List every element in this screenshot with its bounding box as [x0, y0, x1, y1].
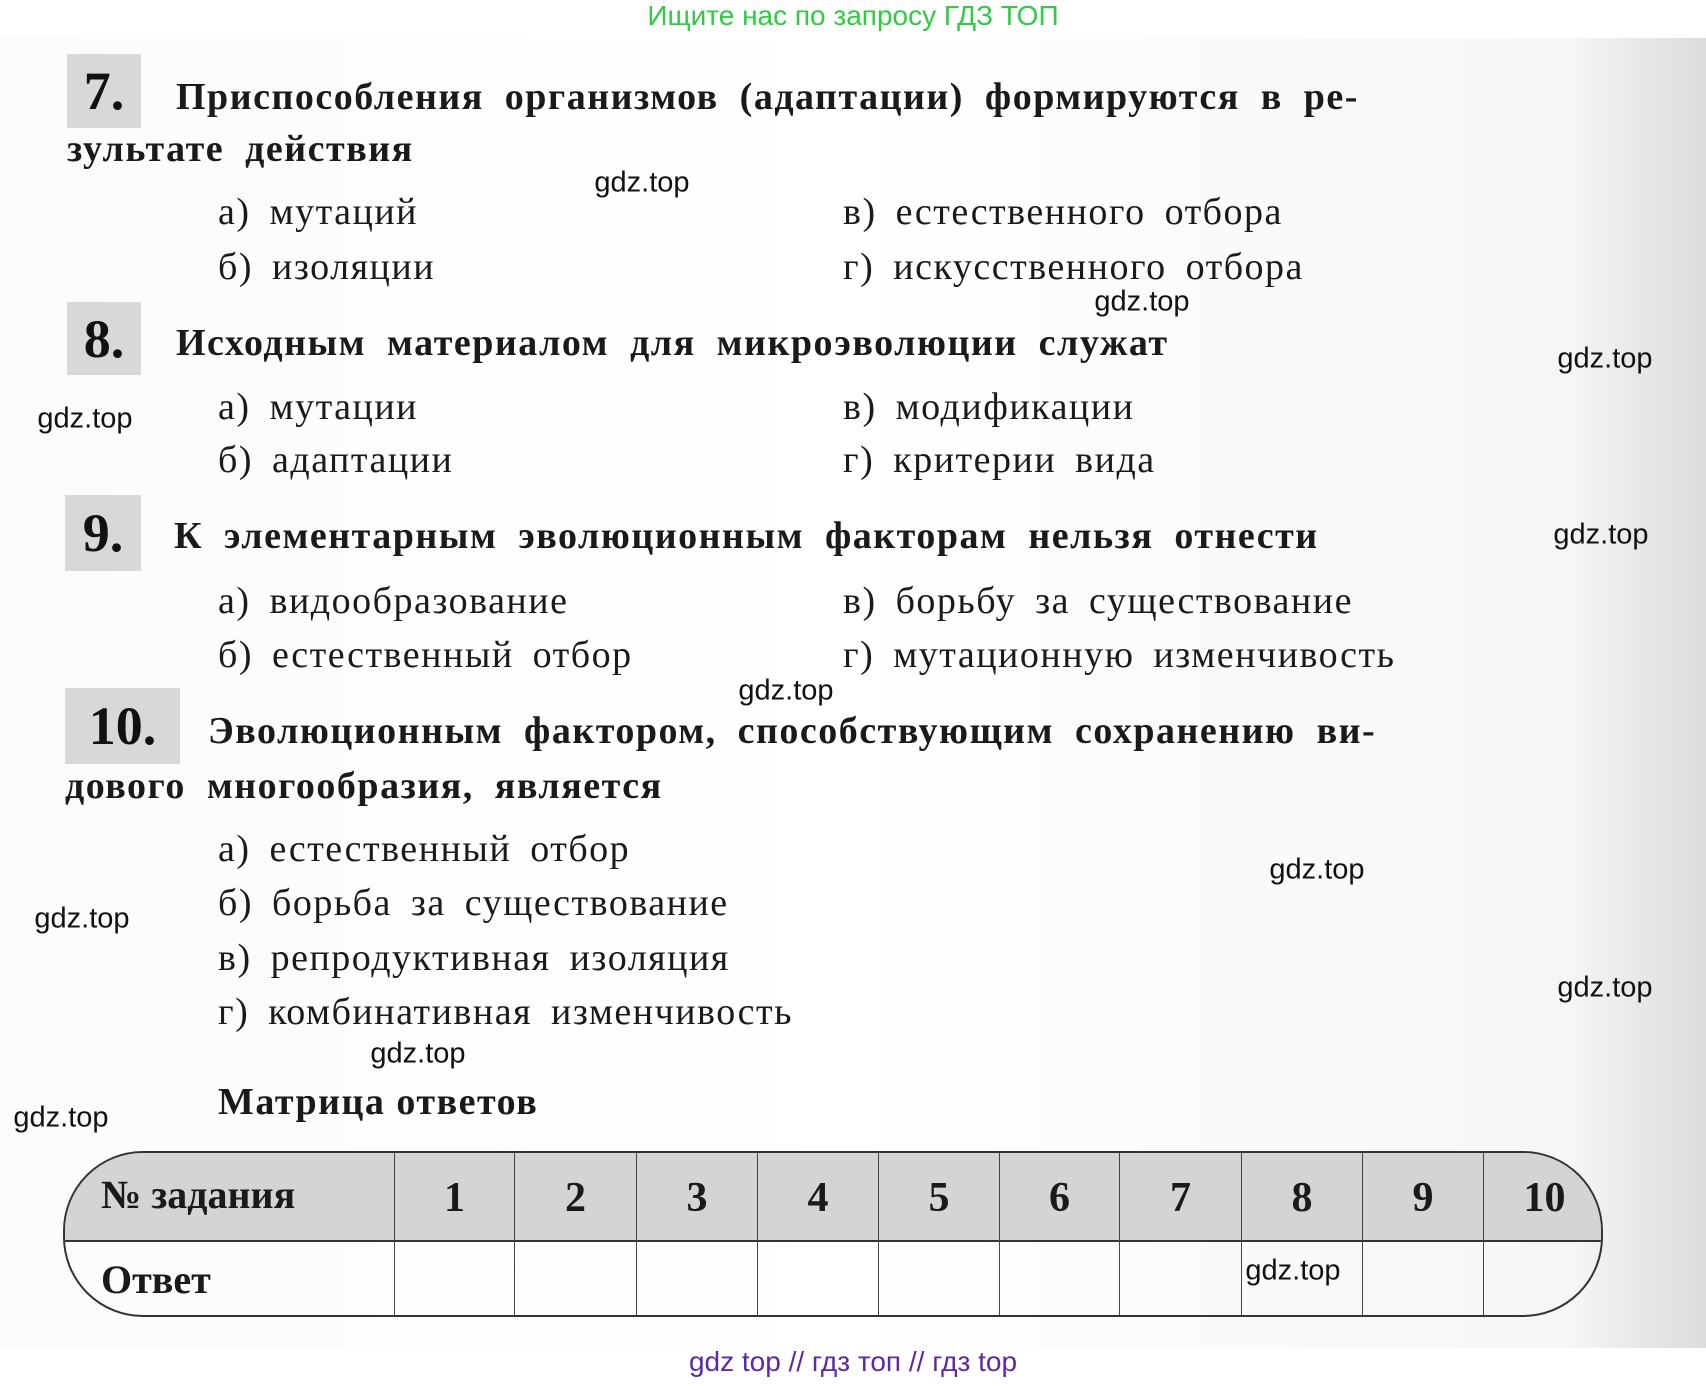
watermark: gdz.top [1269, 853, 1365, 886]
option-7g[interactable]: г) искусственного отбора [843, 246, 1304, 288]
option-10g[interactable]: г) комбинативная изменчивость [218, 991, 793, 1033]
option-10b[interactable]: б) борьба за существование [218, 882, 729, 924]
watermark: gdz.top [1557, 342, 1653, 375]
question-8-text: Исходным материалом для микроэволюции служат [176, 322, 1169, 364]
answer-cell-3[interactable] [636, 1242, 757, 1317]
watermark: gdz.top [738, 674, 834, 707]
answer-matrix-table [63, 1151, 1603, 1317]
answer-cell-5[interactable] [878, 1242, 999, 1317]
watermark: gdz.top [13, 1101, 109, 1134]
answer-cell-6[interactable] [999, 1242, 1119, 1317]
option-9b[interactable]: б) естественный отбор [218, 634, 633, 676]
matrix-column-1: 1 [394, 1153, 514, 1242]
watermark: gdz.top [1557, 971, 1653, 1004]
answer-cell-2[interactable] [514, 1242, 636, 1317]
watermark: gdz.top [1553, 518, 1649, 551]
matrix-column-4: 4 [757, 1153, 878, 1242]
matrix-column-8: 8 [1241, 1153, 1362, 1242]
watermark: gdz.top [34, 902, 130, 935]
option-9v[interactable]: в) борьбу за существование [843, 580, 1353, 622]
matrix-column-3: 3 [636, 1153, 757, 1242]
matrix-column-5: 5 [878, 1153, 999, 1242]
answer-label: Ответ [101, 1257, 211, 1302]
watermark: gdz.top [594, 166, 690, 199]
watermark: gdz.top [37, 402, 133, 435]
question-10-text: Эволюционным фактором, способствующим сохранению ви- [208, 710, 1377, 752]
search-banner: Ищите нас по запросу ГДЗ ТОП [647, 0, 1059, 31]
watermark: gdz.top [370, 1037, 466, 1070]
option-7v[interactable]: в) естественного отбора [843, 191, 1283, 233]
question-number-7: 7. [67, 54, 141, 128]
option-8b[interactable]: б) адаптации [218, 439, 454, 481]
question-number-10: 10. [65, 688, 180, 764]
option-9g[interactable]: г) мутационную изменчивость [843, 634, 1396, 676]
answer-cell-1[interactable] [394, 1242, 514, 1317]
answer-cell-4[interactable] [757, 1242, 878, 1317]
option-8v[interactable]: в) модификации [843, 386, 1135, 428]
matrix-column-2: 2 [514, 1153, 636, 1242]
footer-links: gdz top // гдз топ // гдз top [688, 1346, 1018, 1377]
option-8a[interactable]: а) мутации [218, 386, 419, 428]
watermark: gdz.top [1245, 1254, 1341, 1287]
matrix-column-7: 7 [1119, 1153, 1241, 1242]
question-10-text-cont: дового многообразия, является [65, 765, 663, 807]
answer-cell-9[interactable] [1362, 1242, 1483, 1317]
question-7-text: Приспособления организмов (адаптации) формируются в ре- [176, 76, 1359, 118]
matrix-column-9: 9 [1362, 1153, 1483, 1242]
answer-matrix-title: Матрица ответов [218, 1081, 539, 1123]
question-number-8: 8. [67, 302, 141, 375]
matrix-column-6: 6 [999, 1153, 1119, 1242]
answer-cell-7[interactable] [1119, 1242, 1241, 1317]
option-8g[interactable]: г) критерии вида [843, 439, 1156, 481]
option-10v[interactable]: в) репродуктивная изоляция [218, 937, 730, 979]
matrix-column-10: 10 [1483, 1153, 1603, 1242]
task-number-label: № задания [101, 1172, 296, 1217]
option-7b[interactable]: б) изоляции [218, 246, 436, 288]
option-10a[interactable]: а) естественный отбор [218, 828, 631, 870]
question-7-text-cont: зультате действия [67, 128, 414, 170]
answer-cell-10[interactable] [1483, 1242, 1603, 1317]
option-7a[interactable]: а) мутаций [218, 191, 419, 233]
watermark: gdz.top [1094, 285, 1190, 318]
question-number-9: 9. [65, 495, 141, 571]
question-9-text: К элементарным эволюционным факторам нельзя отнести [174, 515, 1319, 557]
option-9a[interactable]: а) видообразование [218, 580, 569, 622]
